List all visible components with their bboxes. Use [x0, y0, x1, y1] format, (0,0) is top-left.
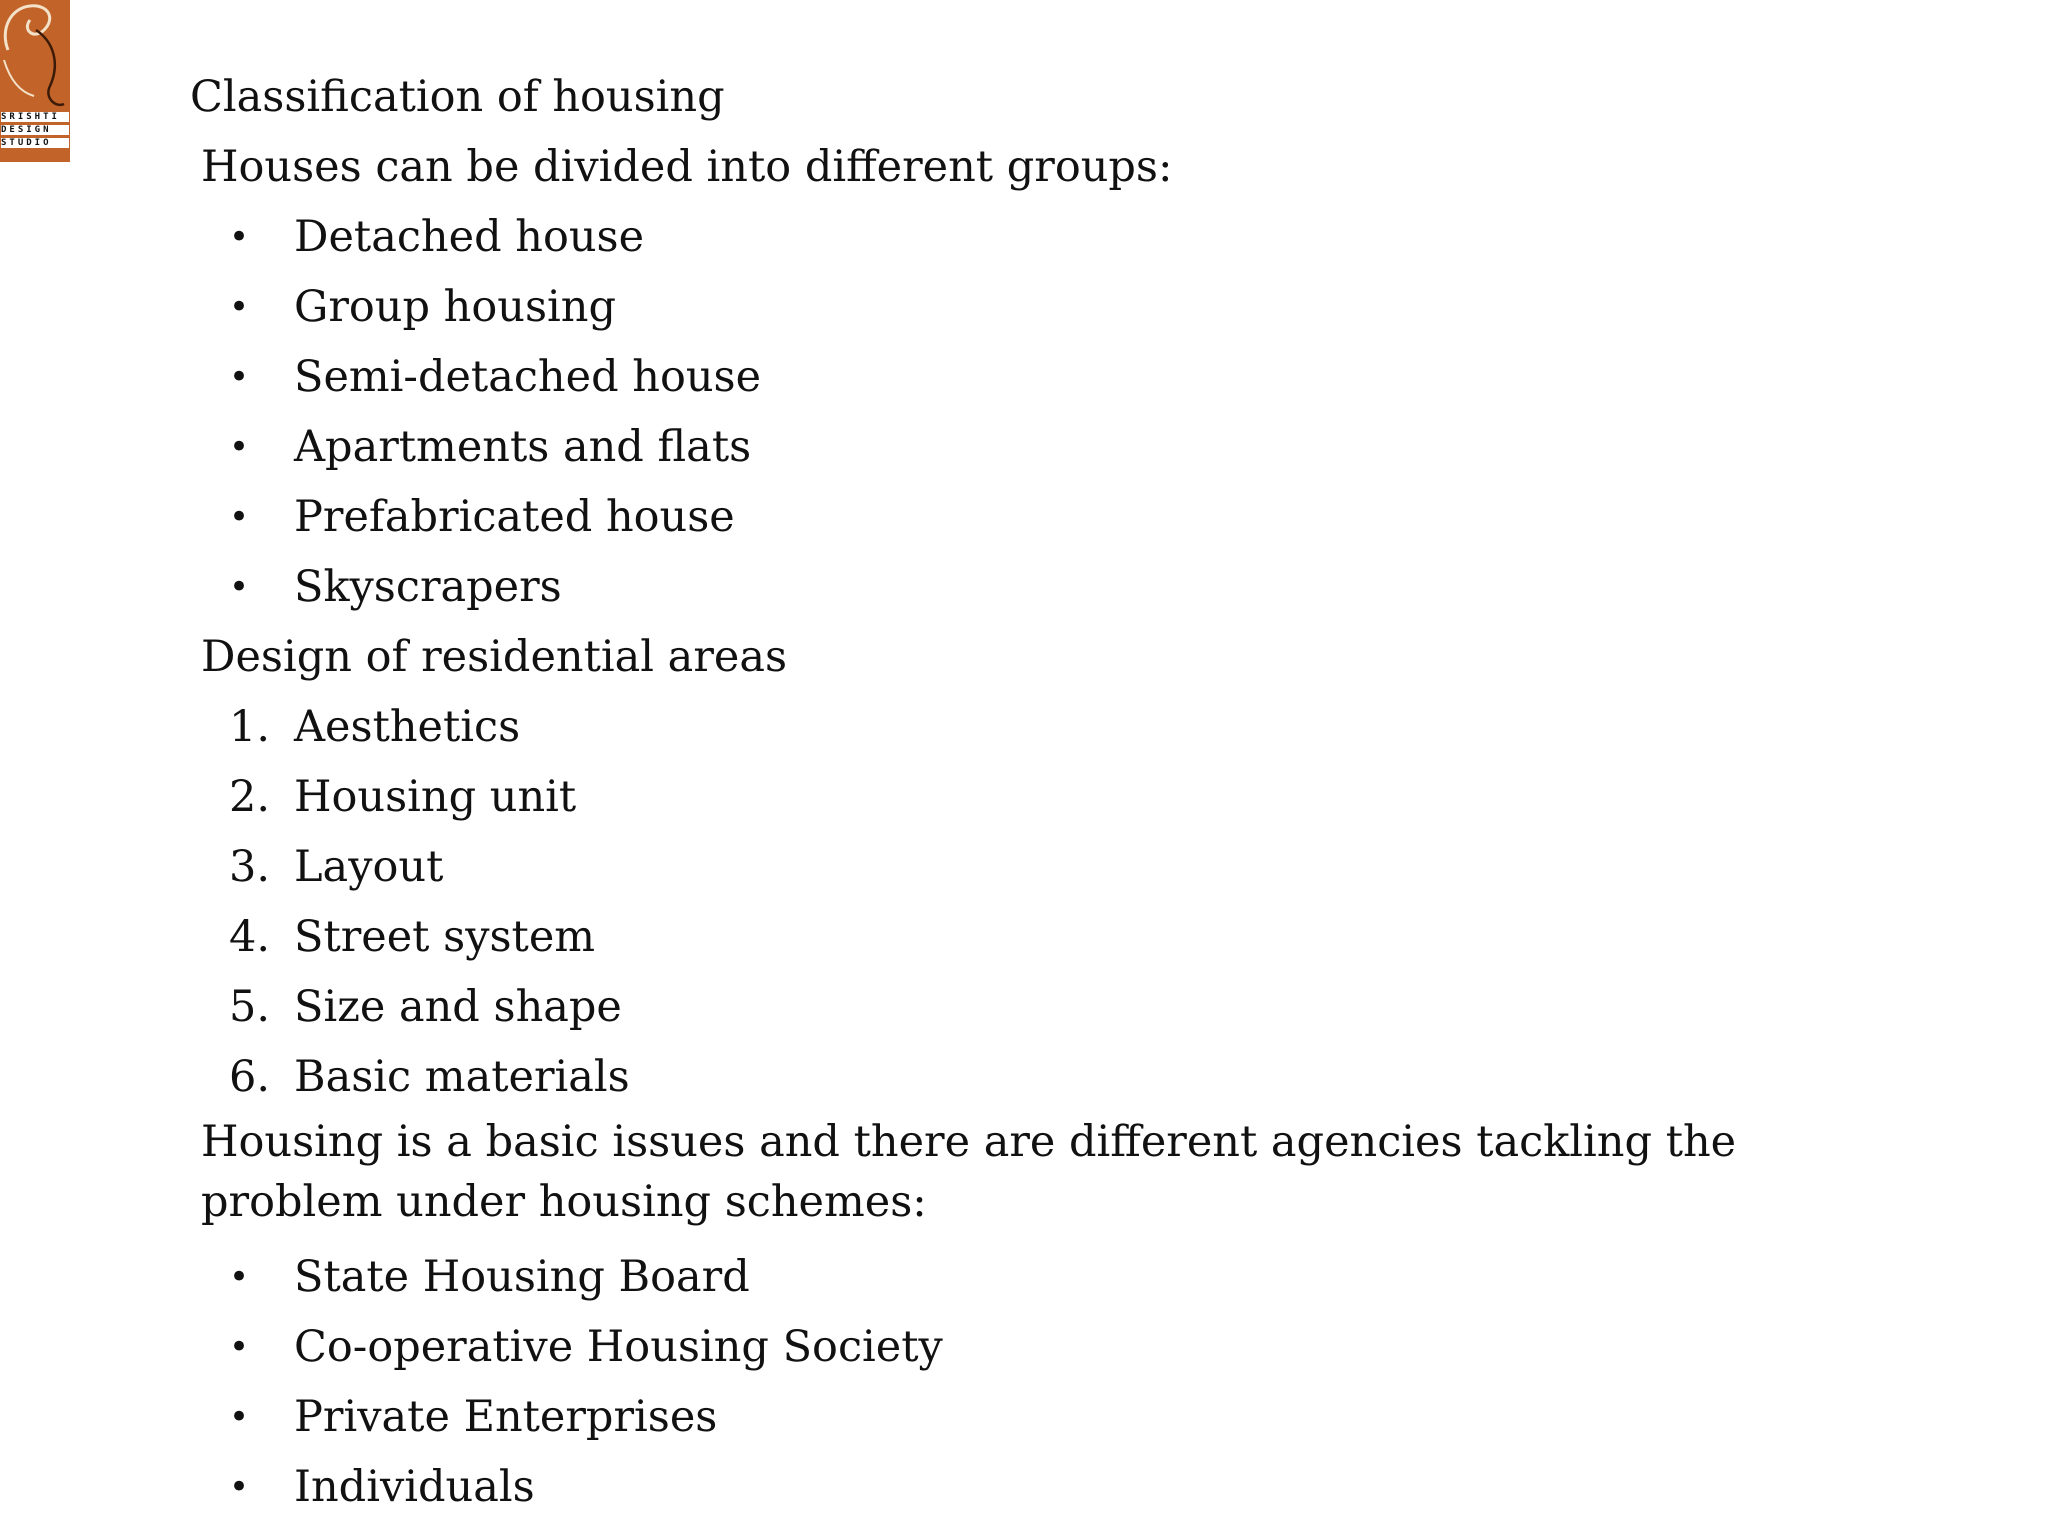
- intro-text: Houses can be divided into different groups:: [201, 142, 1173, 192]
- design-heading: Design of residential areas: [201, 632, 788, 682]
- list-number: 3.: [229, 842, 271, 892]
- list-item: [190, 1312, 2010, 1382]
- logo-swirl-icon: [0, 0, 70, 112]
- list-number: 6.: [229, 1052, 271, 1102]
- list-item-label: Skyscrapers: [294, 562, 562, 612]
- list-item-label: Group housing: [294, 282, 616, 332]
- bullet-icon: •: [229, 427, 250, 467]
- list-item: [190, 902, 2010, 972]
- bullet-icon: •: [229, 217, 250, 257]
- list-item: [190, 1452, 2010, 1522]
- studio-logo: [0, 0, 70, 162]
- list-item: [190, 762, 2010, 832]
- list-number: 5.: [229, 982, 271, 1032]
- agencies-list: [190, 1242, 2010, 1522]
- list-item: [190, 1242, 2010, 1312]
- list-item: [190, 482, 2010, 552]
- slide-content: [190, 62, 2010, 1522]
- list-item: [190, 832, 2010, 902]
- logo-text-line-3: STUDIO: [1, 138, 69, 148]
- list-item: [190, 412, 2010, 482]
- list-item: [190, 342, 2010, 412]
- bullet-icon: •: [229, 497, 250, 537]
- list-item-label: State Housing Board: [294, 1252, 750, 1302]
- list-item-label: Private Enterprises: [294, 1392, 718, 1442]
- bullet-icon: •: [229, 1467, 250, 1507]
- list-item-label: Basic materials: [294, 1052, 630, 1102]
- list-item-label: Apartments and flats: [294, 422, 752, 472]
- list-item-label: Street system: [294, 912, 596, 962]
- list-number: 2.: [229, 772, 271, 822]
- list-item-label: Semi-detached house: [294, 352, 762, 402]
- design-items-list: [190, 692, 2010, 1112]
- list-item: [190, 1382, 2010, 1452]
- logo-text-line-2: DESIGN: [1, 125, 69, 135]
- list-item-label: Size and shape: [294, 982, 622, 1032]
- bullet-icon: •: [229, 287, 250, 327]
- bullet-icon: •: [229, 1327, 250, 1367]
- list-item-label: Individuals: [294, 1462, 535, 1512]
- agencies-paragraph: Housing is a basic issues and there are different agencies tackling the problem under housing schemes:: [201, 1117, 1737, 1227]
- bullet-icon: •: [229, 567, 250, 607]
- bullet-icon: •: [229, 1257, 250, 1297]
- bullet-icon: •: [229, 357, 250, 397]
- bullet-icon: •: [229, 1397, 250, 1437]
- logo-text-line-1: SRISHTI: [1, 112, 69, 122]
- list-item: [190, 552, 2010, 622]
- list-item: [190, 692, 2010, 762]
- list-item-label: Housing unit: [294, 772, 577, 822]
- list-item: [190, 202, 2010, 272]
- list-item-label: Layout: [294, 842, 444, 892]
- list-item: [190, 972, 2010, 1042]
- list-item-label: Prefabricated house: [294, 492, 735, 542]
- house-types-list: [190, 202, 2010, 622]
- list-item: [190, 1042, 2010, 1112]
- list-number: 1.: [229, 702, 271, 752]
- page-title: Classification of housing: [190, 72, 725, 122]
- list-item-label: Co-operative Housing Society: [294, 1322, 943, 1372]
- list-item-label: Detached house: [294, 212, 645, 262]
- list-number: 4.: [229, 912, 271, 962]
- list-item-label: Aesthetics: [294, 702, 521, 752]
- list-item: [190, 272, 2010, 342]
